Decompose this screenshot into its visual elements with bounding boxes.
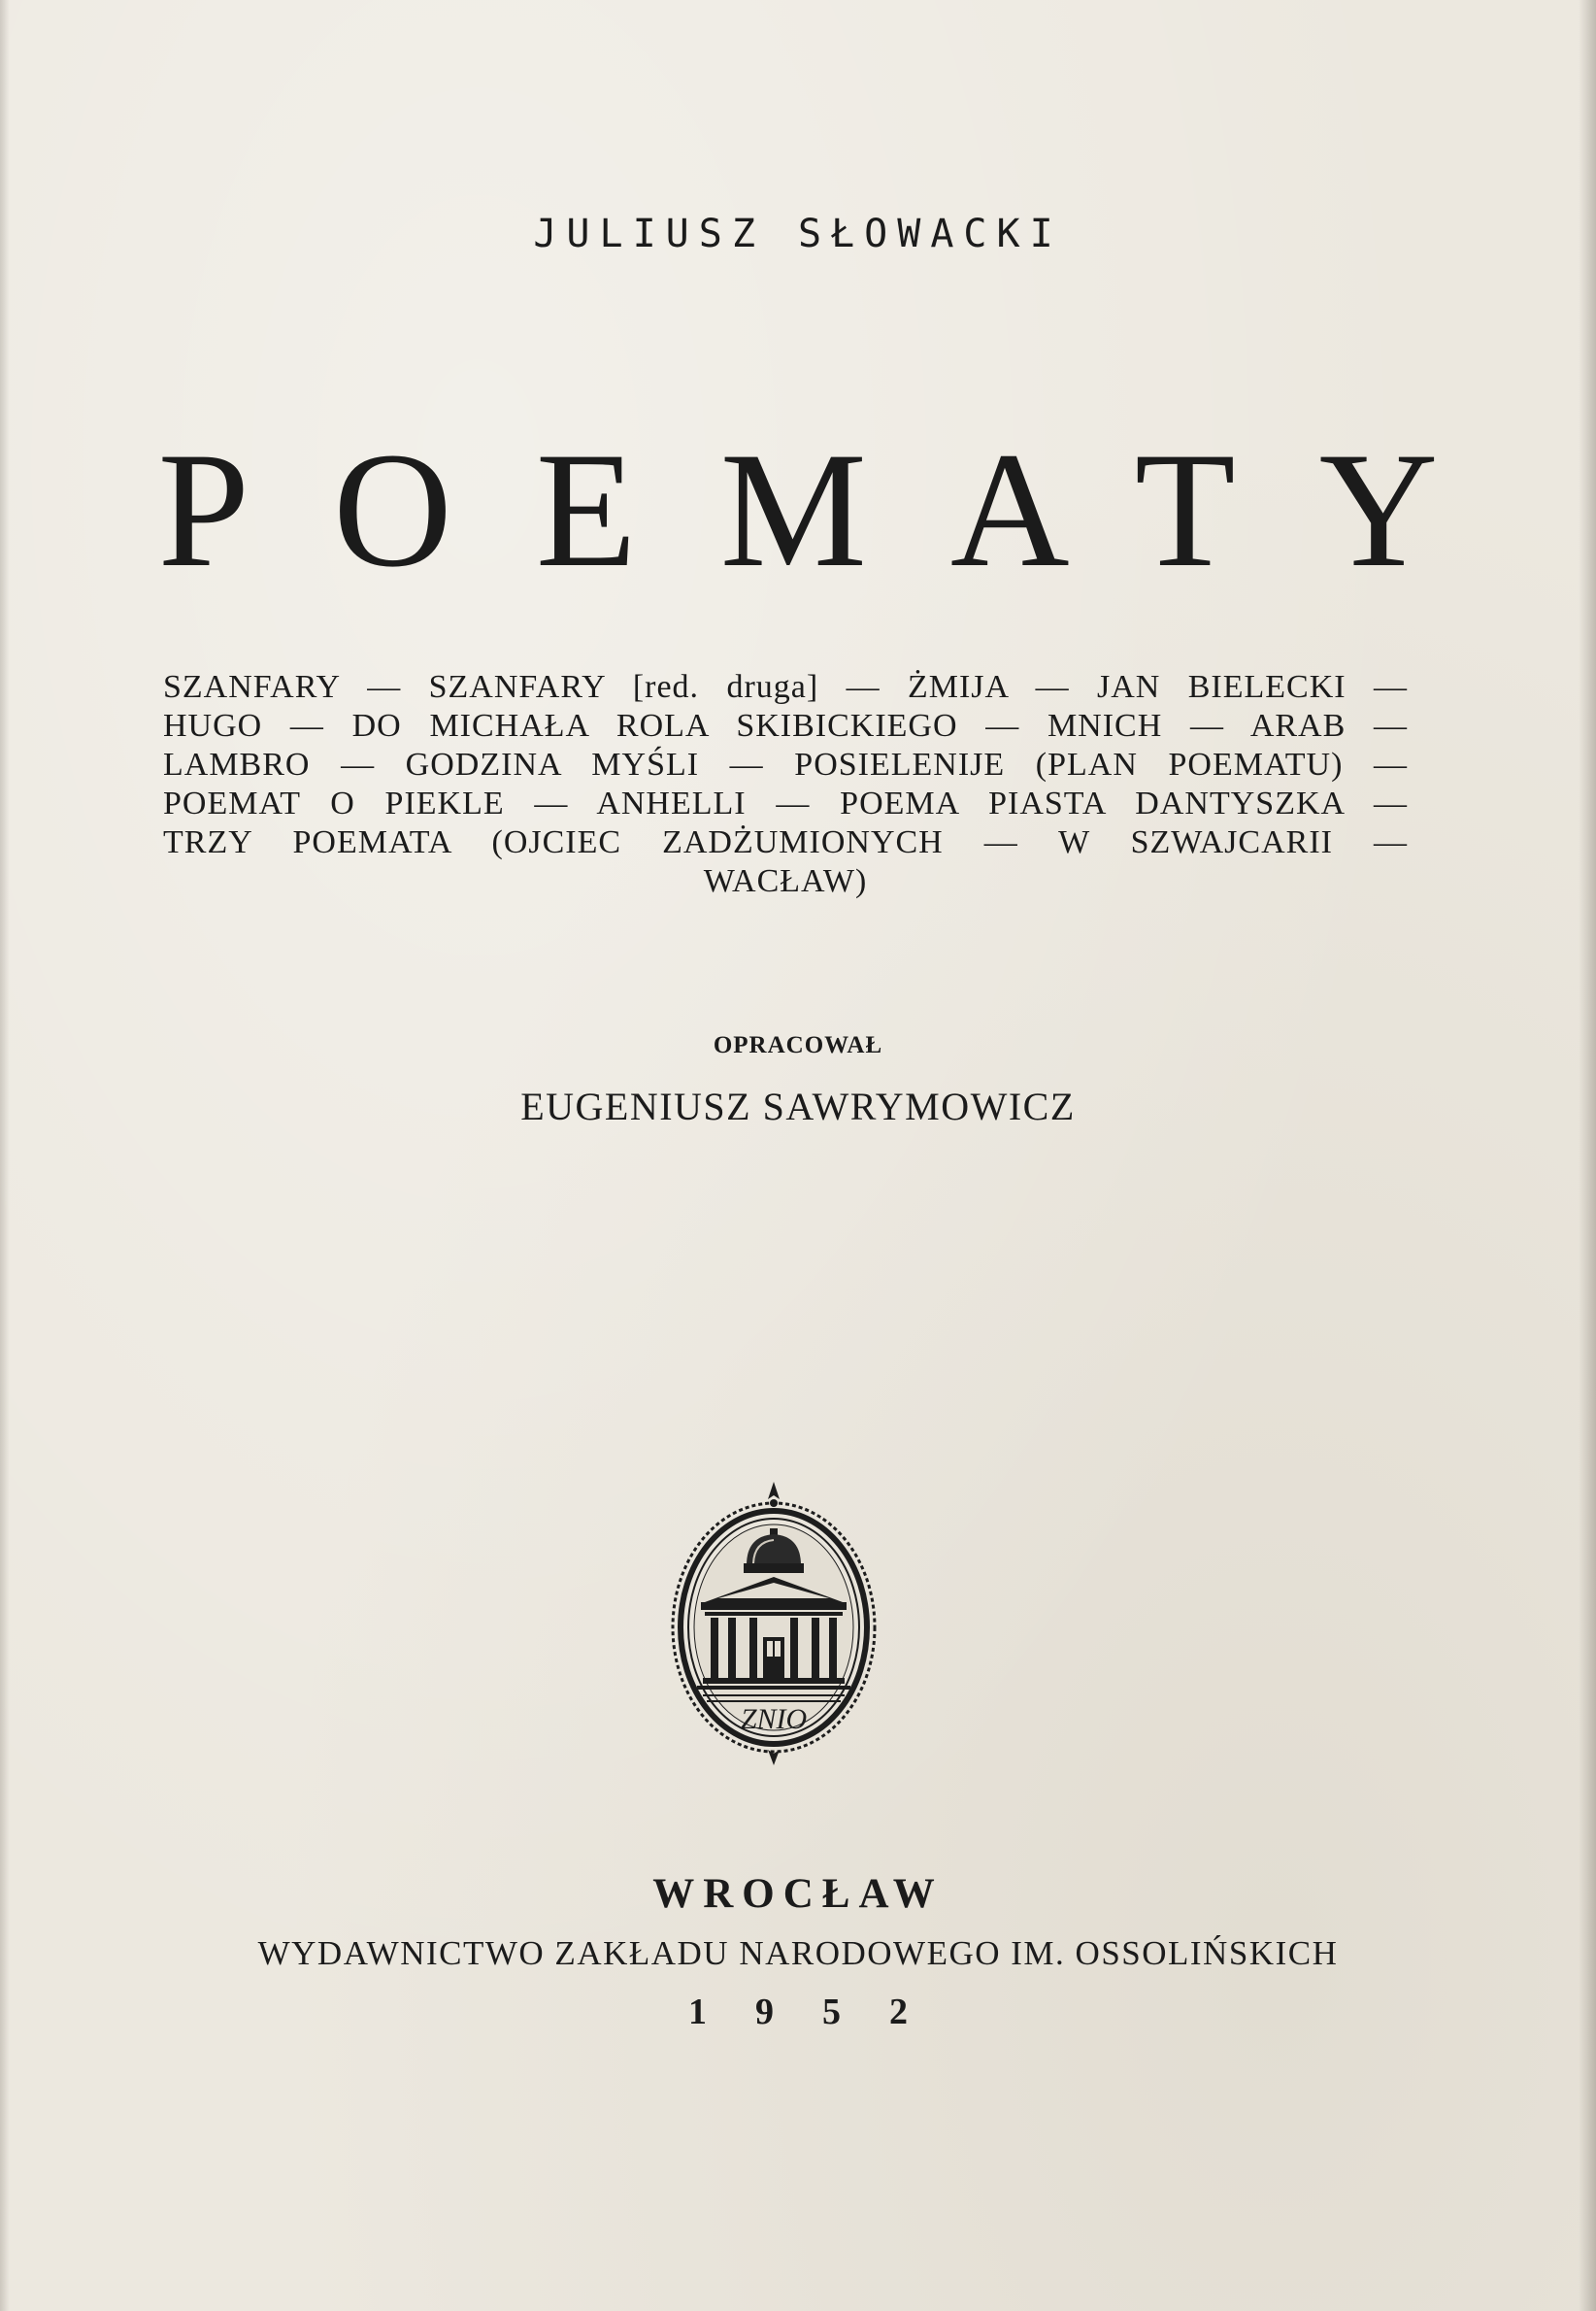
emblem-monogram: ZNIO bbox=[740, 1703, 808, 1735]
contents-line: WACŁAW) bbox=[703, 863, 868, 899]
contents-line: HUGO — DO MICHAŁA ROLA SKIBICKIEGO — MNICH — ARAB — bbox=[163, 708, 1408, 744]
contents-line: POEMAT O PIEKLE — ANHELLI — POEMA PIASTA DANTYSZKA — bbox=[163, 786, 1408, 821]
contents-line: LAMBRO — GODZINA MYŚLI — POSIELENIJE (PLAN POEMATU) — bbox=[163, 747, 1408, 783]
contents-list bbox=[163, 668, 1408, 901]
contents-line: SZANFARY — SZANFARY [red. druga] — ŻMIJA — JAN BIELECKI — bbox=[163, 669, 1408, 705]
editor-label: OPRACOWAŁ bbox=[713, 1032, 883, 1058]
imprint-year: 1952 bbox=[688, 1992, 956, 2032]
contents-line: TRZY POEMATA (OJCIEC ZADŻUMIONYCH — W SZWAJCARII — bbox=[163, 824, 1408, 860]
imprint-publisher: WYDAWNICTWO ZAKŁADU NARODOWEGO IM. OSSOLIŃSKICH bbox=[257, 1934, 1339, 1972]
ossolineum-emblem-icon bbox=[664, 1474, 883, 1775]
editor-name: EUGENIUSZ SAWRYMOWICZ bbox=[520, 1085, 1076, 1128]
book-title: POEMATY bbox=[157, 419, 1522, 601]
imprint-city: WROCŁAW bbox=[652, 1871, 944, 1917]
author-name: JULIUSZ SŁOWACKI bbox=[533, 212, 1063, 256]
